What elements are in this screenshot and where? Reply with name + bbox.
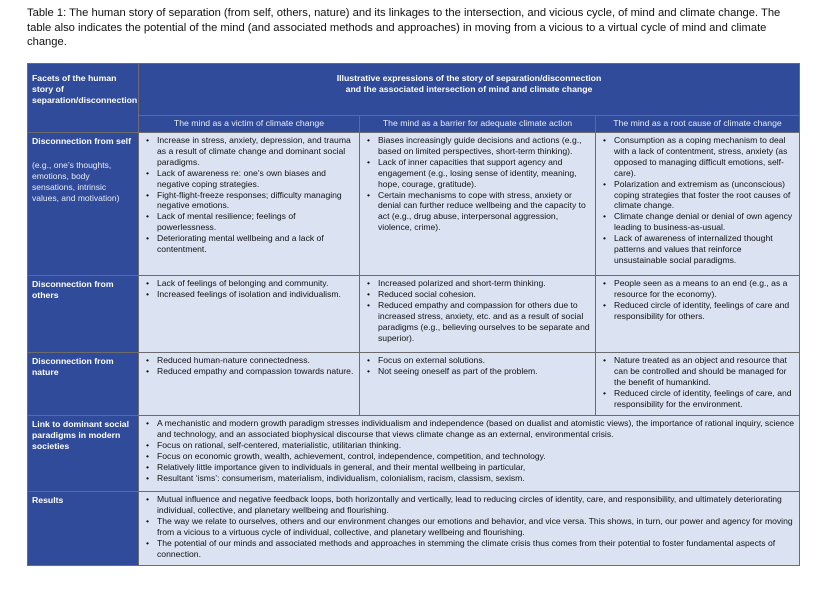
cell-others-root-cause [596, 276, 800, 353]
facets-header: Facets of the human story of separation/disconnection [28, 64, 139, 133]
list-item: • Increased polarized and short-term thinking. [378, 278, 591, 289]
list-item: • Consumption as a coping mechanism to deal with a lack of contentment, stress, anxiety (as opposed to managing difficult emotions, self-care). [614, 135, 795, 179]
list-item: • Climate change denial or denial of own agency leading to business-as-usual. [614, 211, 795, 233]
list-item: • Relatively little importance given to individuals in general, and their mental wellbeing in particular, [157, 462, 795, 473]
table-row [28, 492, 800, 566]
facet-description: (e.g., one’s thoughts, emotions, body sensations, intrinsic values, and motivation) [32, 160, 120, 203]
cell-paradigms [139, 416, 800, 492]
list-item: • Lack of mental resilience; feelings of powerlessness. [157, 211, 355, 233]
list-item: • Nature treated as an object and resource that can be controlled and should be managed for the benefit of humankind. [614, 355, 795, 388]
facet-results [28, 492, 139, 566]
expressions-header [139, 64, 800, 116]
list-item: • Lack of awareness of internalized thought patterns and values that reinforce unsustainable social paradigms. [614, 233, 795, 266]
table-row [28, 133, 800, 276]
facet-nature [28, 353, 139, 416]
col-header-root-cause: The mind as a root cause of climate change [596, 116, 800, 133]
facet-others [28, 276, 139, 353]
list-item: • Reduced circle of identity, feelings of care and responsibility for others. [614, 300, 795, 322]
list-item: • Fight-flight-freeze responses; difficulty managing negative emotions. [157, 190, 355, 212]
list-item: • Focus on rational, self-centered, materialistic, utilitarian thinking. [157, 440, 795, 451]
list-item: • The potential of our minds and associated methods and approaches in stemming the climate crisis thus comes from their potential to foster fundamental aspects of connection. [157, 538, 795, 560]
expressions-header-line2: and the associated intersection of mind and climate change [345, 84, 593, 95]
list-item: • Resultant ‘isms’: consumerism, materialism, individualism, colonialism, racism, classism, sexism. [157, 473, 795, 484]
cell-self-victim [139, 133, 360, 276]
table-row [28, 416, 800, 492]
col-header-barrier: The mind as a barrier for adequate climate action [360, 116, 596, 133]
facet-title: Disconnection from self [32, 136, 131, 146]
list-item: • Lack of awareness re: one’s own biases and negative coping strategies. [157, 168, 355, 190]
table-row [28, 353, 800, 416]
list-item: • Reduced human-nature connectedness. [157, 355, 355, 366]
list-item: • A mechanistic and modern growth paradigm stresses individualism and independence (based on dualist and atomistic views), the importance of rational inquiry, science and technology, and an associated biophysical discourse that views climate change as an external, environmental crisis. [157, 418, 795, 440]
cell-self-root-cause [596, 133, 800, 276]
facet-title: Disconnection from others [32, 279, 114, 300]
list-item: • Mutual influence and negative feedback loops, both horizontally and vertically, lead to reducing circles of identity, care, and responsibility, and ultimately deteriorating individual, collective, and planetary wellbeing and flourishing. [157, 494, 795, 516]
list-item: • Reduced circle of identity, feelings of care, and responsibility for the environment. [614, 388, 795, 410]
list-item: • Focus on economic growth, wealth, achievement, control, independence, competition, and technology. [157, 451, 795, 462]
col-header-victim: The mind as a victim of climate change [139, 116, 360, 133]
cell-others-barrier [360, 276, 596, 353]
list-item: • Focus on external solutions. [378, 355, 591, 366]
list-item: • People seen as a means to an end (e.g., as a resource for the economy). [614, 278, 795, 300]
list-item: • Lack of feelings of belonging and community. [157, 278, 355, 289]
list-item: • Reduced empathy and compassion towards nature. [157, 366, 355, 377]
list-item: • Reduced empathy and compassion for others due to increased stress, anxiety, etc. and as a result of social paradigms (e.g., believing ourselves to be separate and superior). [378, 300, 591, 344]
list-item: • Not seeing oneself as part of the problem. [378, 366, 591, 377]
list-item: • Reduced social cohesion. [378, 289, 591, 300]
cell-nature-victim [139, 353, 360, 416]
separation-table [27, 63, 800, 566]
list-item: • Increased feelings of isolation and individualism. [157, 289, 355, 300]
cell-others-victim [139, 276, 360, 353]
list-item: • The way we relate to ourselves, others and our environment changes our emotions and behavior, and vice versa. This shows, in turn, our power and agency for moving from a vicious to a virtuous cycle of individual, collective, and planetary wellbeing and flourishing. [157, 516, 795, 538]
cell-nature-barrier [360, 353, 596, 416]
list-item: • Certain mechanisms to cope with stress, anxiety or denial can further reduce wellbeing and the capacity to act (e.g., drug abuse, interpersonal aggression, violence, crime). [378, 190, 591, 234]
header-row [28, 64, 800, 116]
facet-title: Link to dominant social paradigms in modern societies [32, 419, 130, 451]
list-item: • Deteriorating mental wellbeing and a lack of contentment. [157, 233, 355, 255]
list-item: • Lack of inner capacities that support agency and engagement (e.g., losing sense of identity, meaning, hope, courage, gratitude). [378, 157, 591, 190]
table-row [28, 276, 800, 353]
cell-results [139, 492, 800, 566]
cell-self-barrier [360, 133, 596, 276]
facet-self [28, 133, 139, 276]
subheader-row [28, 116, 800, 133]
expressions-header-line1: Illustrative expressions of the story of separation/disconnection [336, 73, 602, 83]
table-caption: Table 1: The human story of separation (from self, others, nature) and its linkages to the intersection, and vicious cycle, of mind and climate change. The table also indicates the potential of the mind (and associated methods and approaches) in moving from a vicious to a virtual cycle of mind and climate change. [27, 7, 781, 49]
list-item: • Polarization and extremism as (unconscious) coping strategies that foster the root causes of climate change. [614, 179, 795, 212]
facet-paradigms [28, 416, 139, 492]
facet-title: Results [32, 495, 64, 505]
cell-nature-root-cause [596, 353, 800, 416]
list-item: • Increase in stress, anxiety, depression, and trauma as a result of climate change and dominant social paradigms. [157, 135, 355, 168]
list-item: • Biases increasingly guide decisions and actions (e.g., based on limited perspectives, short-term thinking). [378, 135, 591, 157]
facet-title: Disconnection from nature [32, 356, 114, 377]
